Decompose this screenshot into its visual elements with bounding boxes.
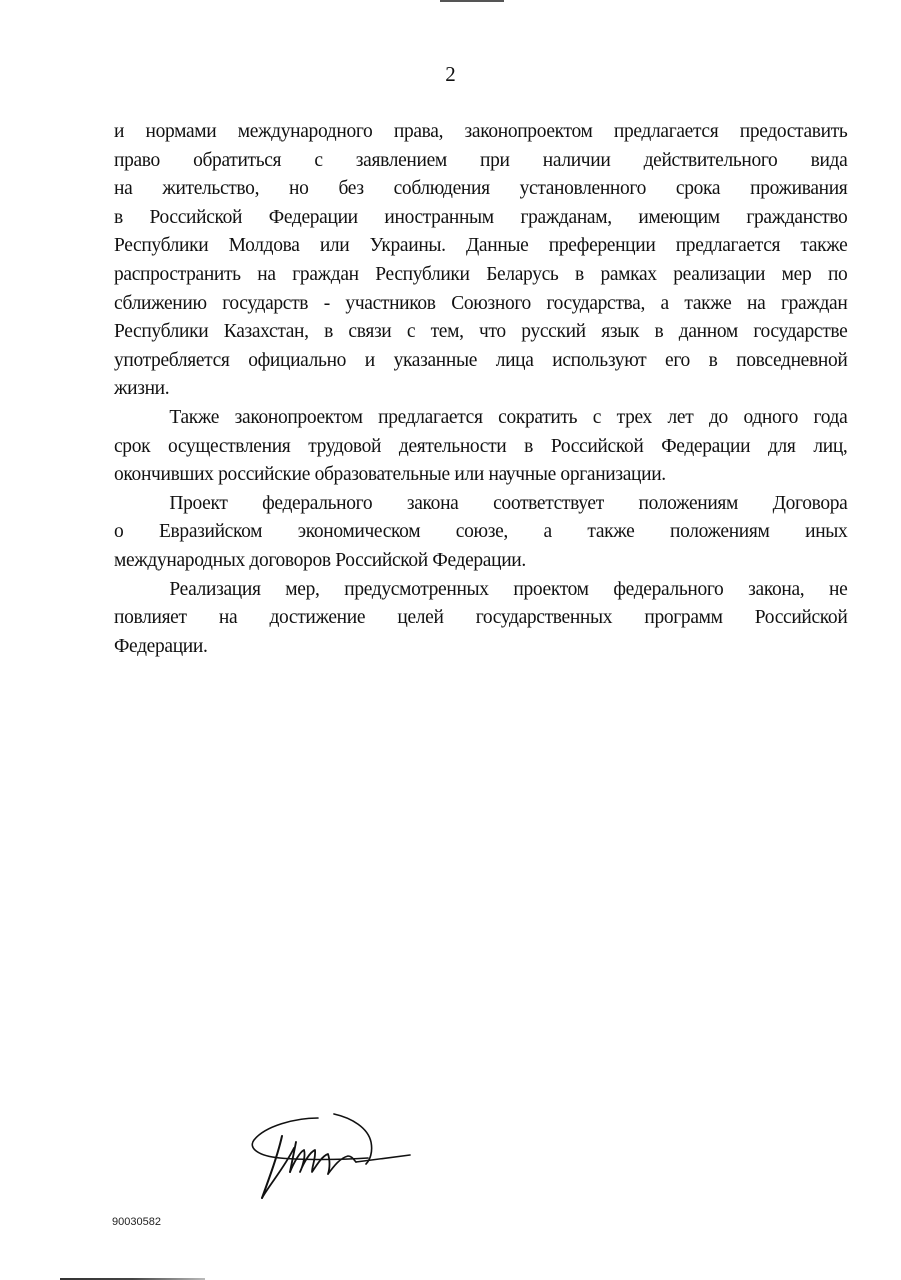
text-line: сближению государств - участников Союзного государства, а также на граждан	[114, 291, 848, 314]
text-line: в Российской Федерации иностранным гражданам, имеющим гражданство	[114, 205, 848, 228]
paragraph-work-period	[114, 403, 847, 489]
paragraph-state-programs	[114, 575, 847, 661]
text-line: срок осуществления трудовой деятельности в Российской Федерации для лиц,	[114, 434, 848, 457]
text-line: Проект федерального закона соответствует положениям Договора	[169, 491, 848, 514]
text-line: Также законопроектом предлагается сократить с трех лет до одного года	[169, 405, 848, 428]
text-line: жизни.	[114, 377, 170, 400]
paragraph-eaeu-compliance	[114, 489, 847, 575]
text-line: повлияет на достижение целей государственных программ Российской	[114, 606, 848, 629]
document-code: 90030582	[112, 1216, 161, 1228]
text-line: о Евразийском экономическом союзе, а также положениям иных	[114, 520, 848, 543]
text-line: употребляется официально и указанные лица используют его в повседневной	[114, 348, 848, 371]
signature	[240, 1100, 420, 1210]
text-line: Реализация мер, предусмотренных проектом федерального закона, не	[169, 577, 848, 600]
page-number: 2	[445, 62, 456, 86]
text-line: Республики Казахстан, в связи с тем, что русский язык в данном государстве	[114, 320, 848, 343]
text-line: окончивших российские образовательные или научные организации.	[114, 463, 666, 486]
text-line: распространить на граждан Республики Беларусь в рамках реализации мер по	[114, 262, 848, 285]
text-line: право обратиться с заявлением при наличии действительного вида	[114, 148, 848, 171]
text-line: на жительство, но без соблюдения установленного срока проживания	[114, 177, 848, 200]
top-header-rule	[440, 0, 504, 2]
text-line: Республики Молдова или Украины. Данные преференции предлагается также	[114, 234, 848, 257]
paragraph-continuation	[114, 117, 847, 403]
document-body	[114, 117, 847, 660]
text-line: международных договоров Российской Федерации.	[114, 548, 526, 571]
text-line: Федерации.	[114, 634, 208, 657]
text-line: и нормами международного права, законопроектом предлагается предоставить	[114, 120, 848, 142]
